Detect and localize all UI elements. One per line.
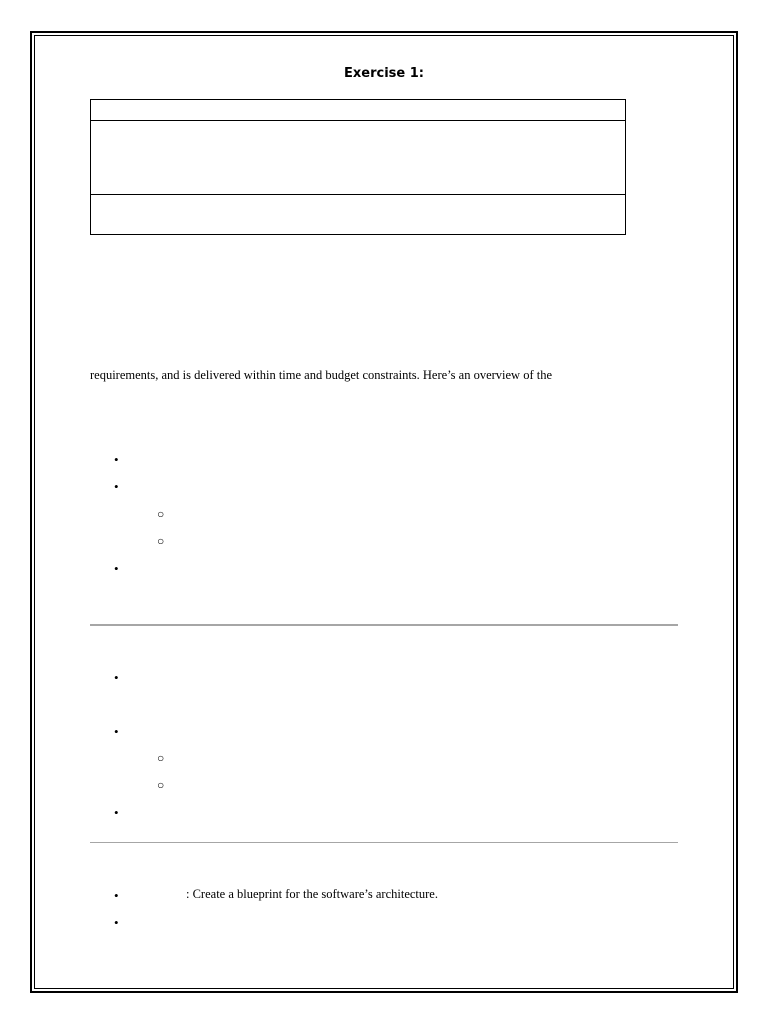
page-title: Exercise 1: <box>344 66 424 81</box>
bullet-disc-icon: • <box>114 915 119 930</box>
horizontal-rule <box>90 842 678 843</box>
bullet-circle-icon: ○ <box>157 507 165 521</box>
bullet-circle-icon: ○ <box>157 534 165 548</box>
table-body-row <box>90 120 626 195</box>
bullet-disc-icon: • <box>114 479 119 494</box>
body-paragraph: requirements, and is delivered within time and budget constraints. Here’s an overview of the <box>90 368 553 382</box>
bullet-disc-icon: • <box>114 724 119 739</box>
list-item-text: : Create a blueprint for the software’s architecture. <box>186 887 438 901</box>
bullet-disc-icon: • <box>114 670 119 685</box>
table-footer-row <box>90 194 626 235</box>
bullet-circle-icon: ○ <box>157 778 165 792</box>
bullet-disc-icon: • <box>114 452 119 467</box>
bullet-disc-icon: • <box>114 561 119 576</box>
bullet-circle-icon: ○ <box>157 751 165 765</box>
bullet-disc-icon: • <box>114 805 119 820</box>
table-header-row <box>90 99 626 121</box>
horizontal-rule <box>90 624 678 626</box>
bullet-disc-icon: • <box>114 888 119 903</box>
